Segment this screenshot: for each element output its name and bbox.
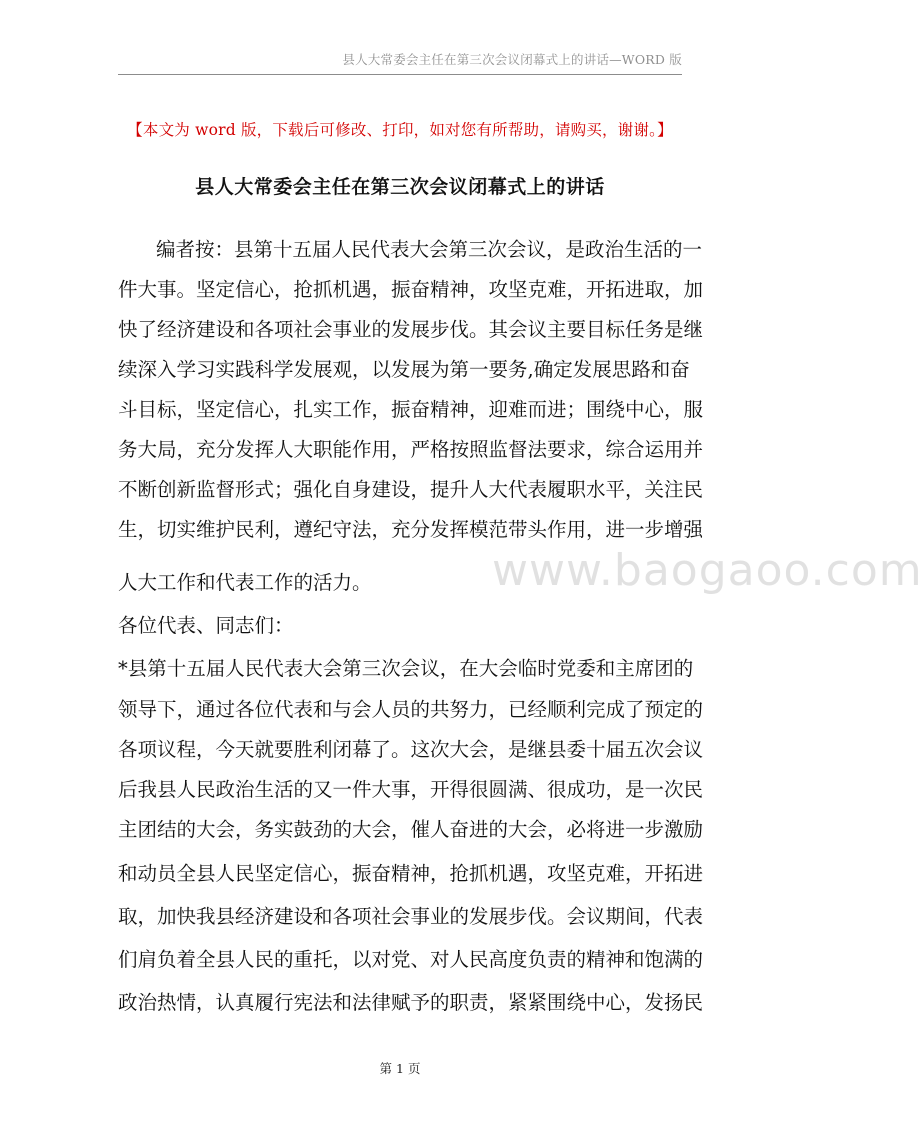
body-line: 人大工作和代表工作的活力。 bbox=[118, 571, 372, 594]
body-line: 务大局，充分发挥人大职能作用，严格按照监督法要求，综合运用并 bbox=[118, 438, 704, 461]
body-line: 主团结的大会，务实鼓劲的大会，催人奋进的大会，必将进一步激励 bbox=[118, 818, 704, 841]
running-header: 县人大常委会主任在第三次会议闭幕式上的讲话—WORD 版 bbox=[118, 52, 682, 75]
page-number: 第 1 页 bbox=[379, 1061, 421, 1076]
body-line: 政治热情，认真履行宪法和法律赋予的职责，紧紧围绕中心，发扬民 bbox=[118, 991, 704, 1014]
body-line: 和动员全县人民坚定信心，振奋精神，抢抓机遇，攻坚克难，开拓进 bbox=[118, 862, 704, 885]
body-line: 们肩负着全县人民的重托，以对党、对人民高度负责的精神和饱满的 bbox=[118, 948, 704, 971]
body-line: 续深入学习实践科学发展观，以发展为第一要务,确定发展思路和奋 bbox=[118, 358, 690, 381]
document-title: 县人大常委会主任在第三次会议闭幕式上的讲话 bbox=[195, 176, 605, 198]
watermark: www.baogaoo.com bbox=[492, 545, 923, 596]
body-line: 后我县人民政治生活的又一件大事，开得很圆满、很成功，是一次民 bbox=[118, 778, 704, 801]
body-line: 斗目标，坚定信心，扎实工作，振奋精神，迎难而进；围绕中心，服 bbox=[118, 398, 704, 421]
purchase-notice: 【本文为 word 版，下载后可修改、打印，如对您有所帮助，请购买，谢谢。】 bbox=[127, 121, 673, 139]
body-line: 领导下，通过各位代表和与会人员的共努力，已经顺利完成了预定的 bbox=[118, 698, 704, 721]
body-line: 生，切实维护民利，遵纪守法，充分发挥模范带头作用，进一步增强 bbox=[118, 518, 704, 541]
body-line: *县第十五届人民代表大会第三次会议，在大会临时党委和主席团的 bbox=[118, 657, 694, 680]
body-line: 取，加快我县经济建设和各项社会事业的发展步伐。会议期间，代表 bbox=[118, 905, 704, 928]
salutation: 各位代表、同志们： bbox=[118, 614, 294, 637]
body-line: 快了经济建设和各项社会事业的发展步伐。其会议主要目标任务是继 bbox=[118, 318, 704, 341]
body-line: 不断创新监督形式；强化自身建设，提升人大代表履职水平，关注民 bbox=[118, 478, 704, 501]
body-line: 编者按：县第十五届人民代表大会第三次会议，是政治生活的一 bbox=[156, 238, 703, 261]
body-line: 各项议程，今天就要胜利闭幕了。这次大会，是继县委十届五次会议 bbox=[118, 738, 704, 761]
body-line: 件大事。坚定信心，抢抓机遇，振奋精神，攻坚克难，开拓进取，加 bbox=[118, 278, 704, 301]
